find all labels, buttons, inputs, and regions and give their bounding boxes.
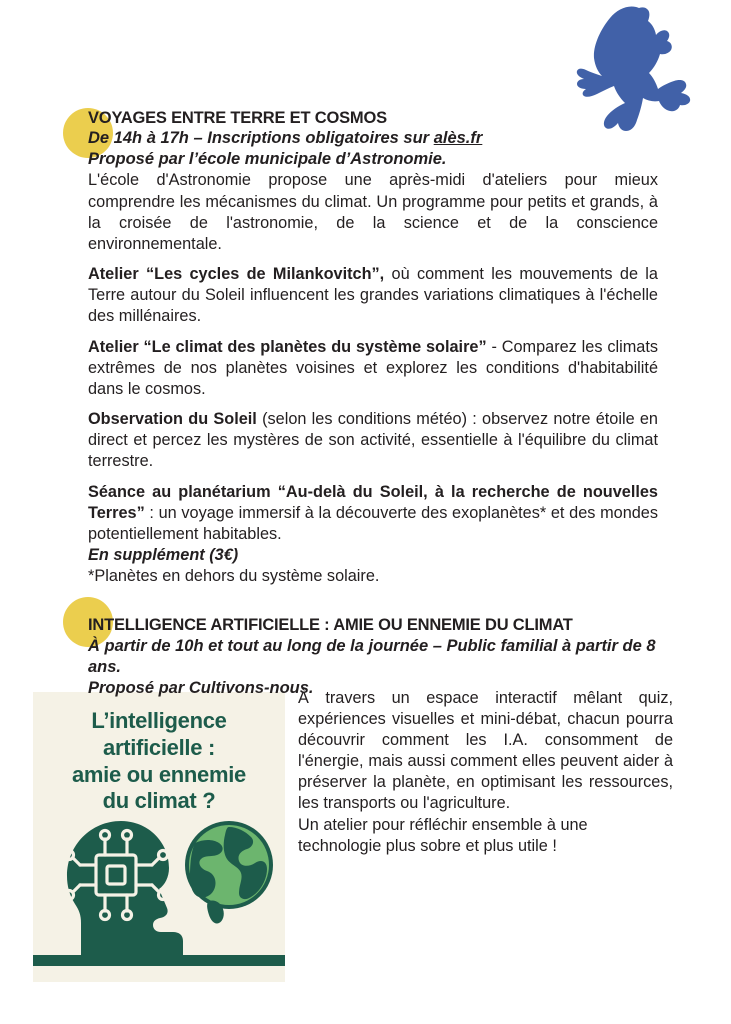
poster-title-line-4: du climat ? — [102, 788, 216, 814]
workshop-item-milankovitch — [88, 264, 658, 328]
schedule-text: De 14h à 17h – Inscriptions obligatoires sur — [88, 129, 434, 148]
section-organizer-cosmos: Proposé par l’école municipale d’Astronomie. — [88, 150, 447, 169]
ales-fr-link[interactable]: alès.fr — [433, 129, 483, 148]
section-title-cosmos: VOYAGES ENTRE TERRE ET COSMOS — [88, 109, 387, 127]
ia-poster-image — [33, 692, 285, 982]
workshop-rest: - Comparez les climats extrêmes de nos planètes voisines et explorez les conditions d'habitabilité dans le cosmos. — [88, 337, 658, 398]
workshop-lead: Observation du Soleil — [88, 410, 257, 429]
workshop-rest: où comment les mouvements de la Terre autour du Soleil influencent les grandes variations climatiques à l'échelle des millénaires. — [88, 265, 658, 326]
section-title-ia: INTELLIGENCE ARTIFICIELLE : AMIE OU ENNEMIE DU CLIMAT — [88, 616, 573, 635]
poster-title-line-2: artificielle : — [103, 734, 215, 760]
head-silhouette-icon — [67, 821, 183, 955]
workshop-item-planetarium — [88, 482, 658, 546]
supplement-note: En supplément (3€) — [88, 546, 239, 565]
workshop-lead: Atelier “Les cycles de Milankovitch”, — [88, 265, 385, 284]
ia-body-paragraph-1: À travers un espace interactif mêlant quiz, expériences visuelles et mini-débat, chacun pourra découvrir comment les I.A. consomment de l'énergie, mais aussi comment elles peuvent aider à préserver la planète, en optimisant les ressources, les transports ou l'agriculture. — [298, 689, 673, 813]
poster-title — [33, 708, 285, 815]
poster-title-line-3: amie ou ennemie — [71, 761, 246, 787]
poster-title-line-1: L’intelligence — [91, 708, 227, 733]
section-schedule-cosmos — [88, 128, 658, 149]
workshop-lead: Atelier “Le climat des planètes du système solaire” — [88, 337, 487, 356]
section-organizer-ia: Proposé par Cultivons-nous. — [88, 678, 314, 697]
footnote-exoplanetes: *Planètes en dehors du système solaire. — [88, 567, 380, 586]
workshop-lead: Séance au planétarium “Au-delà du Soleil, à la recherche de nouvelles Terres” — [88, 482, 658, 522]
workshop-rest: (selon les conditions météo) : observez notre étoile en direct et percez les mystères de son activité, essentielle à l'équilibre du climat terrestre. — [88, 410, 658, 471]
workshop-item-climat-planetes — [88, 337, 658, 401]
section-intro-cosmos: L'école d'Astronomie propose une après-midi d'ateliers pour mieux comprendre les mécanismes du climat. Un programme pour petits et grands, à la croisée de l'astronomie, de la science et de la conscience environnementale. — [88, 171, 658, 253]
bottom-block — [33, 689, 673, 992]
ia-body-paragraph-2: Un atelier pour réfléchir ensemble à une technologie plus sobre et plus utile ! — [298, 815, 588, 855]
ground-band — [33, 955, 285, 966]
poster-artwork — [33, 813, 285, 973]
main-content — [88, 108, 658, 699]
workshop-rest: : un voyage immersif à la découverte des exoplanètes* et des mondes potentiellement habitables. — [88, 503, 658, 543]
earth-globe-icon — [185, 821, 273, 924]
workshop-item-observation-soleil — [88, 409, 658, 473]
section-ia — [88, 615, 658, 698]
ia-description — [298, 688, 673, 857]
section-schedule-ia: À partir de 10h et tout au long de la journée – Public familial à partir de 8 ans. — [88, 636, 656, 676]
